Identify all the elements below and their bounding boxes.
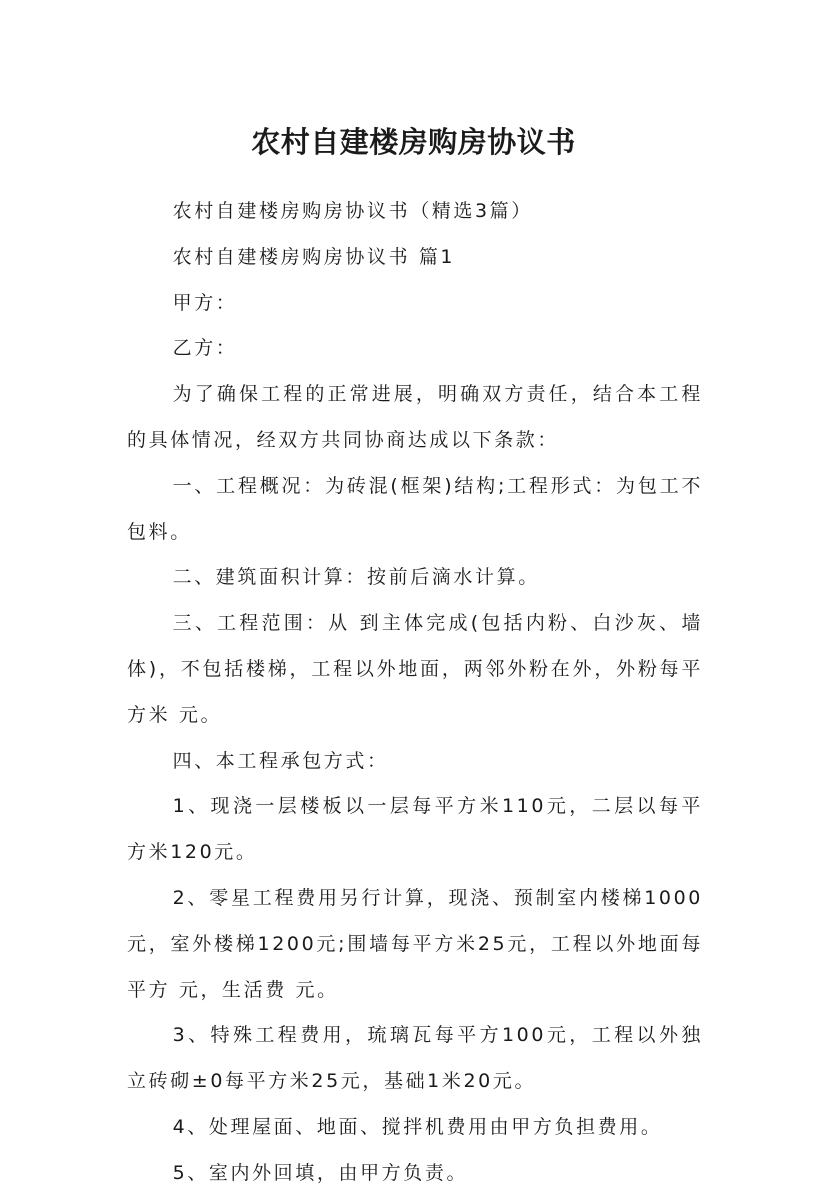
paragraph-item-3: 3、特殊工程费用，琉璃瓦每平方100元，工程以外独立砖砌±0每平方米25元，基础1米20元。 [127,1024,703,1093]
document-title: 农村自建楼房购房协议书 [251,125,576,160]
paragraph-heading-selection: 农村自建楼房购房协议书（精选3篇） [172,200,533,222]
paragraph-preamble: 为了确保工程的正常进展，明确双方责任，结合本工程的具体情况，经双方共同协商达成以下条款： [127,383,703,451]
paragraph-item-1: 1、现浇一层楼板以一层每平方米110元，二层以每平方米120元。 [127,795,703,864]
paragraph-item-4: 4、处理屋面、地面、搅拌机费用由甲方负担费用。 [172,1115,663,1138]
paragraph-item-5: 5、室内外回填，由甲方负责。 [172,1161,469,1184]
document-body [127,189,703,1197]
paragraph-clause-3: 三、工程范围：从 到主体完成(包括内粉、白沙灰、墙体)，不包括楼梯，工程以外地面，两邻外粉在外，外粉每平方米 元。 [127,612,703,726]
paragraph-clause-1: 一、工程概况：为砖混(框架)结构;工程形式：为包工不包料。 [127,474,703,543]
paragraph-clause-2: 二、建筑面积计算：按前后滴水计算。 [172,566,540,589]
paragraph-subheading-part-1: 农村自建楼房购房协议书 篇1 [172,245,456,268]
paragraph-clause-4: 四、本工程承包方式： [172,749,389,772]
paragraph-party-a: 甲方： [172,291,238,314]
paragraph-item-2: 2、零星工程费用另行计算，现浇、预制室内楼梯1000元，室外楼梯1200元;围墙每平方米25元，工程以外地面每平方 元，生活费 元。 [127,886,703,1001]
paragraph-party-b: 乙方： [172,337,238,360]
